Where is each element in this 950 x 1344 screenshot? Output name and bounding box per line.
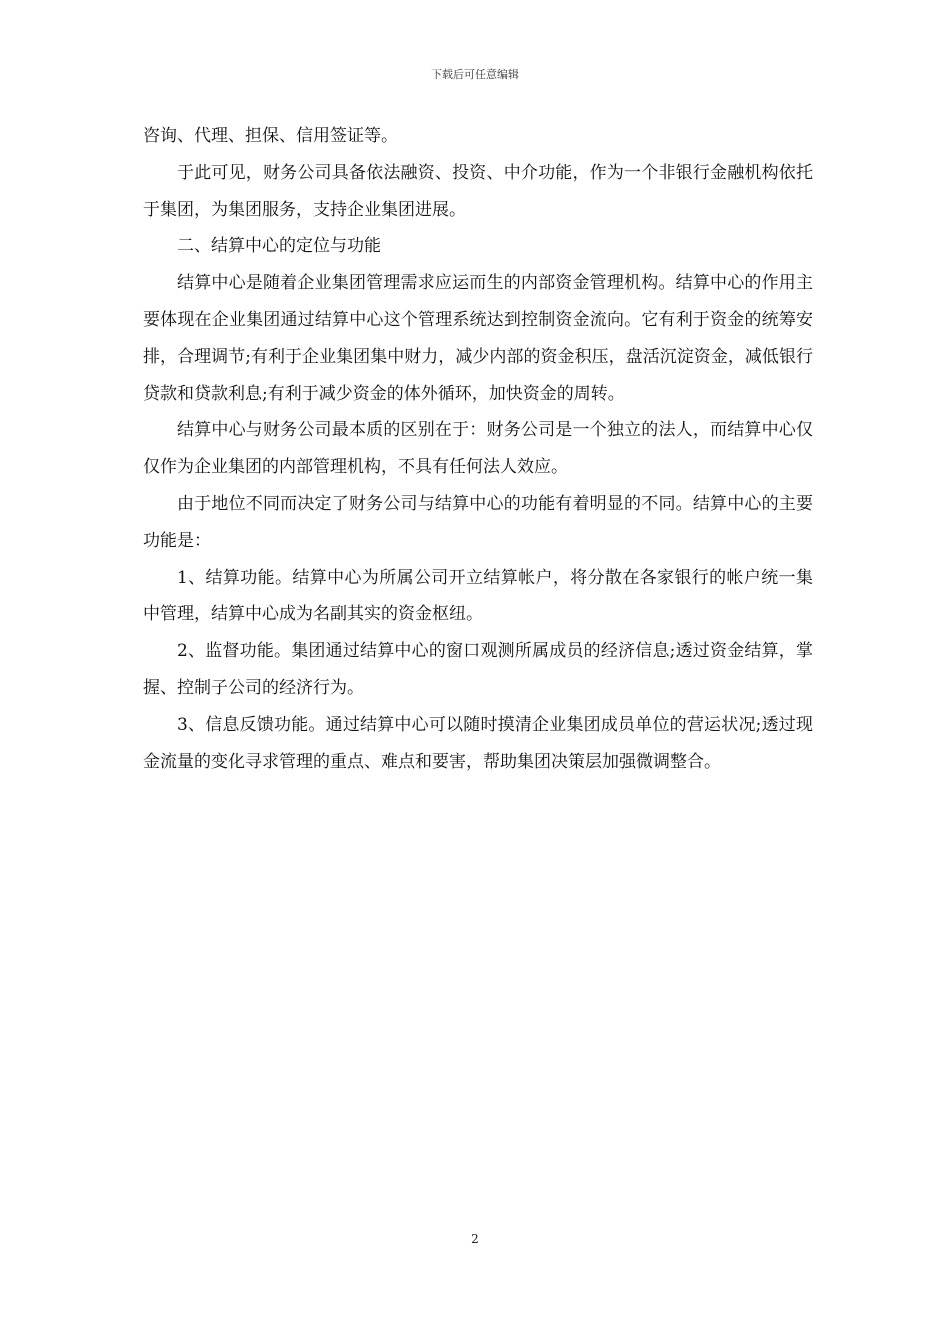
paragraph: 于此可见，财务公司具备依法融资、投资、中介功能，作为一个非银行金融机构依托于集团，为集团服务，支持企业集团进展。: [143, 162, 813, 220]
paragraph: 结算中心与财务公司最本质的区别在于：财务公司是一个独立的法人，而结算中心仅仅作为企业集团的内部管理机构，不具有任何法人效应。: [143, 420, 813, 478]
document-body: [143, 118, 813, 780]
list-item: 3、信息反馈功能。通过结算中心可以随时摸清企业集团成员单位的营运状况;透过现金流量的变化寻求管理的重点、难点和要害，帮助集团决策层加强微调整合。: [143, 714, 813, 772]
list-item: 1、结算功能。结算中心为所属公司开立结算帐户，将分散在各家银行的帐户统一集中管理，结算中心成为名副其实的资金枢纽。: [143, 567, 813, 625]
paragraph: 由于地位不同而决定了财务公司与结算中心的功能有着明显的不同。结算中心的主要功能是：: [143, 493, 813, 551]
section-heading: 二、结算中心的定位与功能: [177, 236, 381, 257]
list-item: 2、监督功能。集团通过结算中心的窗口观测所属成员的经济信息;透过资金结算，掌握、控制子公司的经济行为。: [143, 641, 813, 698]
paragraph: 结算中心是随着企业集团管理需求应运而生的内部资金管理机构。结算中心的作用主要体现在企业集团通过结算中心这个管理系统达到控制资金流向。它有利于资金的统筹安排，合理调节;有利于企业集团集中财力，减少内部的资金积压，盘活沉淀资金，减低银行贷款和贷款利息;有利于减少资金的体外循环，加快资金的周转。: [143, 273, 813, 404]
paragraph-continuation: 咨询、代理、担保、信用签证等。: [143, 126, 398, 146]
page-header: 下载后可任意编辑: [431, 68, 519, 81]
page-number: 2: [471, 1232, 479, 1246]
